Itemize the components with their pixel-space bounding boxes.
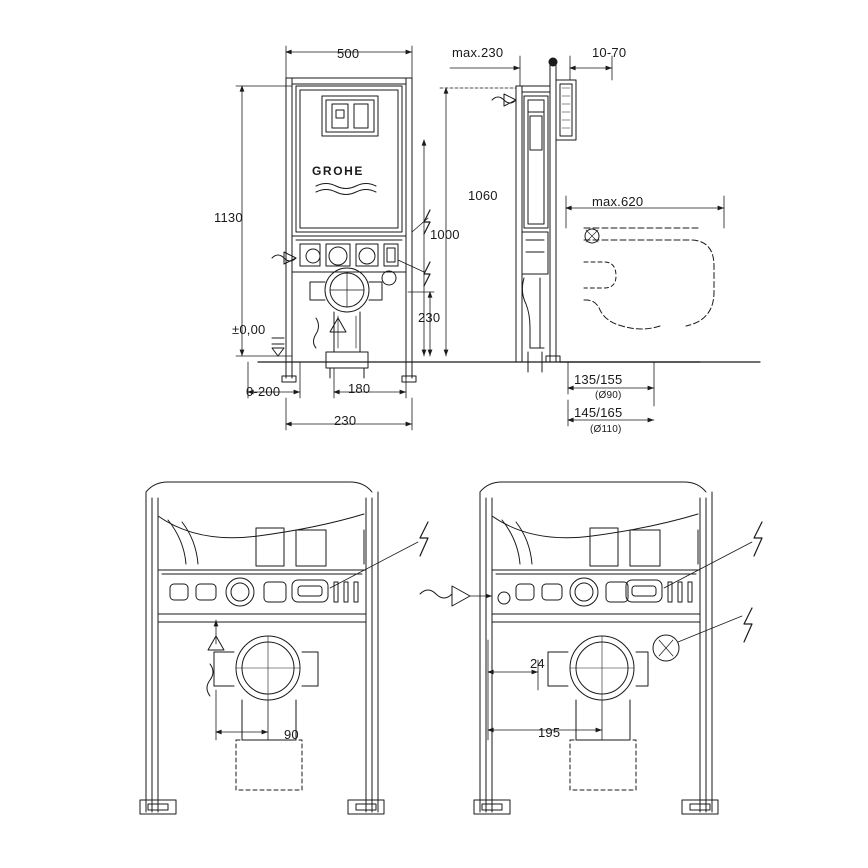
dim-outlet-135-155-diameter: (Ø90) <box>595 390 622 401</box>
grohe-logo-text: GROHE <box>312 164 365 178</box>
dim-range-10-70: 10-70 <box>592 45 627 60</box>
dim-max-230: max.230 <box>452 45 504 60</box>
dim-height-1060: 1060 <box>468 188 498 203</box>
dim-outlet-135-155: 135/155 <box>574 372 623 387</box>
side-section-geometry <box>492 58 576 372</box>
dim-max-620: max.620 <box>592 194 644 209</box>
dim-floor-range-0-200: 0-200 <box>246 384 281 399</box>
dim-outlet-145-165-diameter: (Ø110) <box>590 424 622 435</box>
dim-detail-24: 24 <box>530 656 545 671</box>
detail-right-geometry <box>420 482 762 814</box>
dim-spacing-230: 230 <box>334 413 357 428</box>
dim-height-230: 230 <box>418 310 441 325</box>
dim-height-1000: 1000 <box>430 227 460 242</box>
front-elevation-geometry <box>258 78 700 382</box>
dim-outlet-145-165: 145/165 <box>574 405 623 420</box>
dim-height-1130: 1130 <box>214 210 243 225</box>
wc-projection-dimensions <box>566 196 724 426</box>
front-elevation-dimensions <box>236 46 412 430</box>
dim-detail-195: 195 <box>538 725 561 740</box>
dim-width-500: 500 <box>337 46 360 61</box>
wc-projection-geometry <box>560 228 760 362</box>
dim-zero-level: ±0,00 <box>232 322 266 337</box>
dim-offset-180: 180 <box>348 381 371 396</box>
detail-left-geometry <box>140 482 428 814</box>
dim-detail-90: 90 <box>284 727 299 742</box>
